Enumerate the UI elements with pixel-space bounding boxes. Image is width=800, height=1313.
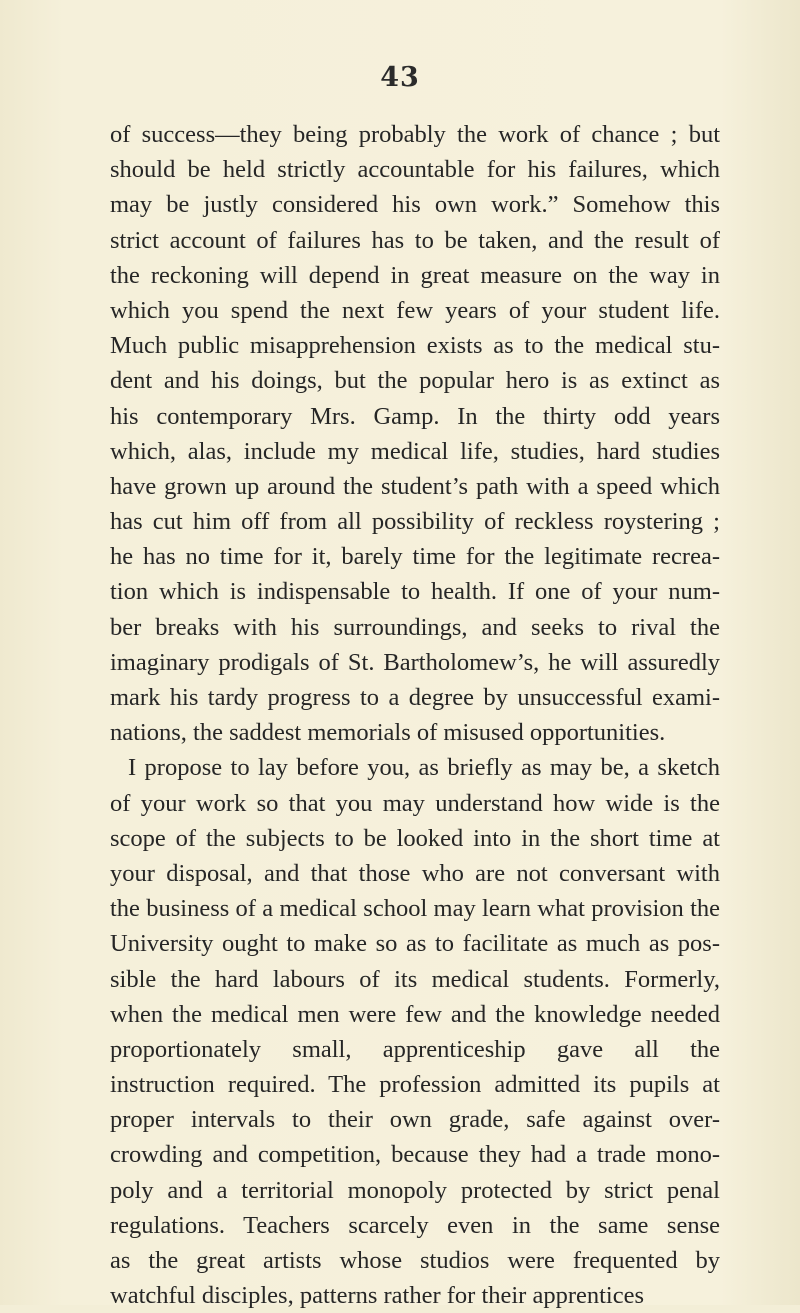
text-line: I propose to lay before you, as briefly as may be, a sketch bbox=[128, 754, 720, 782]
text-line: nations, the saddest memorials of misused opportunities. bbox=[110, 719, 666, 747]
text-line: his contemporary Mrs. Gamp. In the thirty odd years bbox=[110, 402, 720, 430]
text-line: watchful disciples, patterns rather for their apprentices bbox=[110, 1282, 645, 1310]
text-line: your disposal, and that those who are not conversant with bbox=[110, 859, 720, 887]
text-line: dent and his doings, but the popular hero is as extinct as bbox=[110, 367, 720, 395]
text-line: strict account of failures has to be taken, and the result of bbox=[110, 226, 720, 254]
text-line: imaginary prodigals of St. Bartholomew’s, he will assuredly bbox=[110, 648, 720, 676]
text-line: of success—they being probably the work of chance ; but bbox=[110, 121, 720, 148]
text-line: have grown up around the student’s path with a speed which bbox=[110, 472, 720, 500]
text-line: which you spend the next few years of your student life. bbox=[110, 296, 720, 324]
text-line: should be held strictly accountable for his failures, which bbox=[110, 156, 720, 184]
text-line: as the great artists whose studios were frequented by bbox=[110, 1247, 720, 1274]
text-line: of your work so that you may understand how wide is the bbox=[110, 789, 720, 817]
text-line: proper intervals to their own grade, safe against over- bbox=[110, 1106, 720, 1134]
text-line: University ought to make so as to facilitate as much as pos- bbox=[110, 930, 720, 958]
text-line: ber breaks with his surroundings, and seeks to rival the bbox=[110, 613, 720, 641]
text-line: when the medical men were few and the knowledge needed bbox=[110, 1000, 720, 1028]
text-line: he has no time for it, barely time for the legitimate recrea- bbox=[110, 543, 720, 571]
text-line: poly and a territorial monopoly protected by strict penal bbox=[110, 1176, 720, 1204]
text-line: crowding and competition, because they had a trade mono- bbox=[110, 1141, 720, 1169]
body-text bbox=[110, 117, 720, 1313]
text-line: tion which is indispensable to health. If one of your num- bbox=[110, 578, 720, 606]
text-line: sible the hard labours of its medical students. Formerly, bbox=[110, 965, 720, 993]
text-line: proportionately small, apprenticeship gave all the bbox=[110, 1035, 720, 1063]
text-line: Much public misapprehension exists as to the medical stu- bbox=[110, 332, 720, 360]
text-line: the business of a medical school may learn what provision the bbox=[110, 895, 720, 923]
text-line: the reckoning will depend in great measure on the way in bbox=[110, 261, 720, 289]
text-line: instruction required. The profession admitted its pupils at bbox=[110, 1071, 720, 1099]
text-line: which, alas, include my medical life, studies, hard studies bbox=[110, 437, 720, 465]
text-line: may be justly considered his own work.” Somehow this bbox=[110, 191, 720, 219]
text-line: mark his tardy progress to a degree by unsuccessful exami- bbox=[110, 684, 720, 711]
text-line: scope of the subjects to be looked into in the short time at bbox=[110, 824, 720, 852]
page-number: 43 bbox=[380, 62, 420, 93]
text-line: regulations. Teachers scarcely even in the same sense bbox=[110, 1211, 720, 1239]
text-line: has cut him off from all possibility of reckless roystering ; bbox=[110, 508, 720, 536]
